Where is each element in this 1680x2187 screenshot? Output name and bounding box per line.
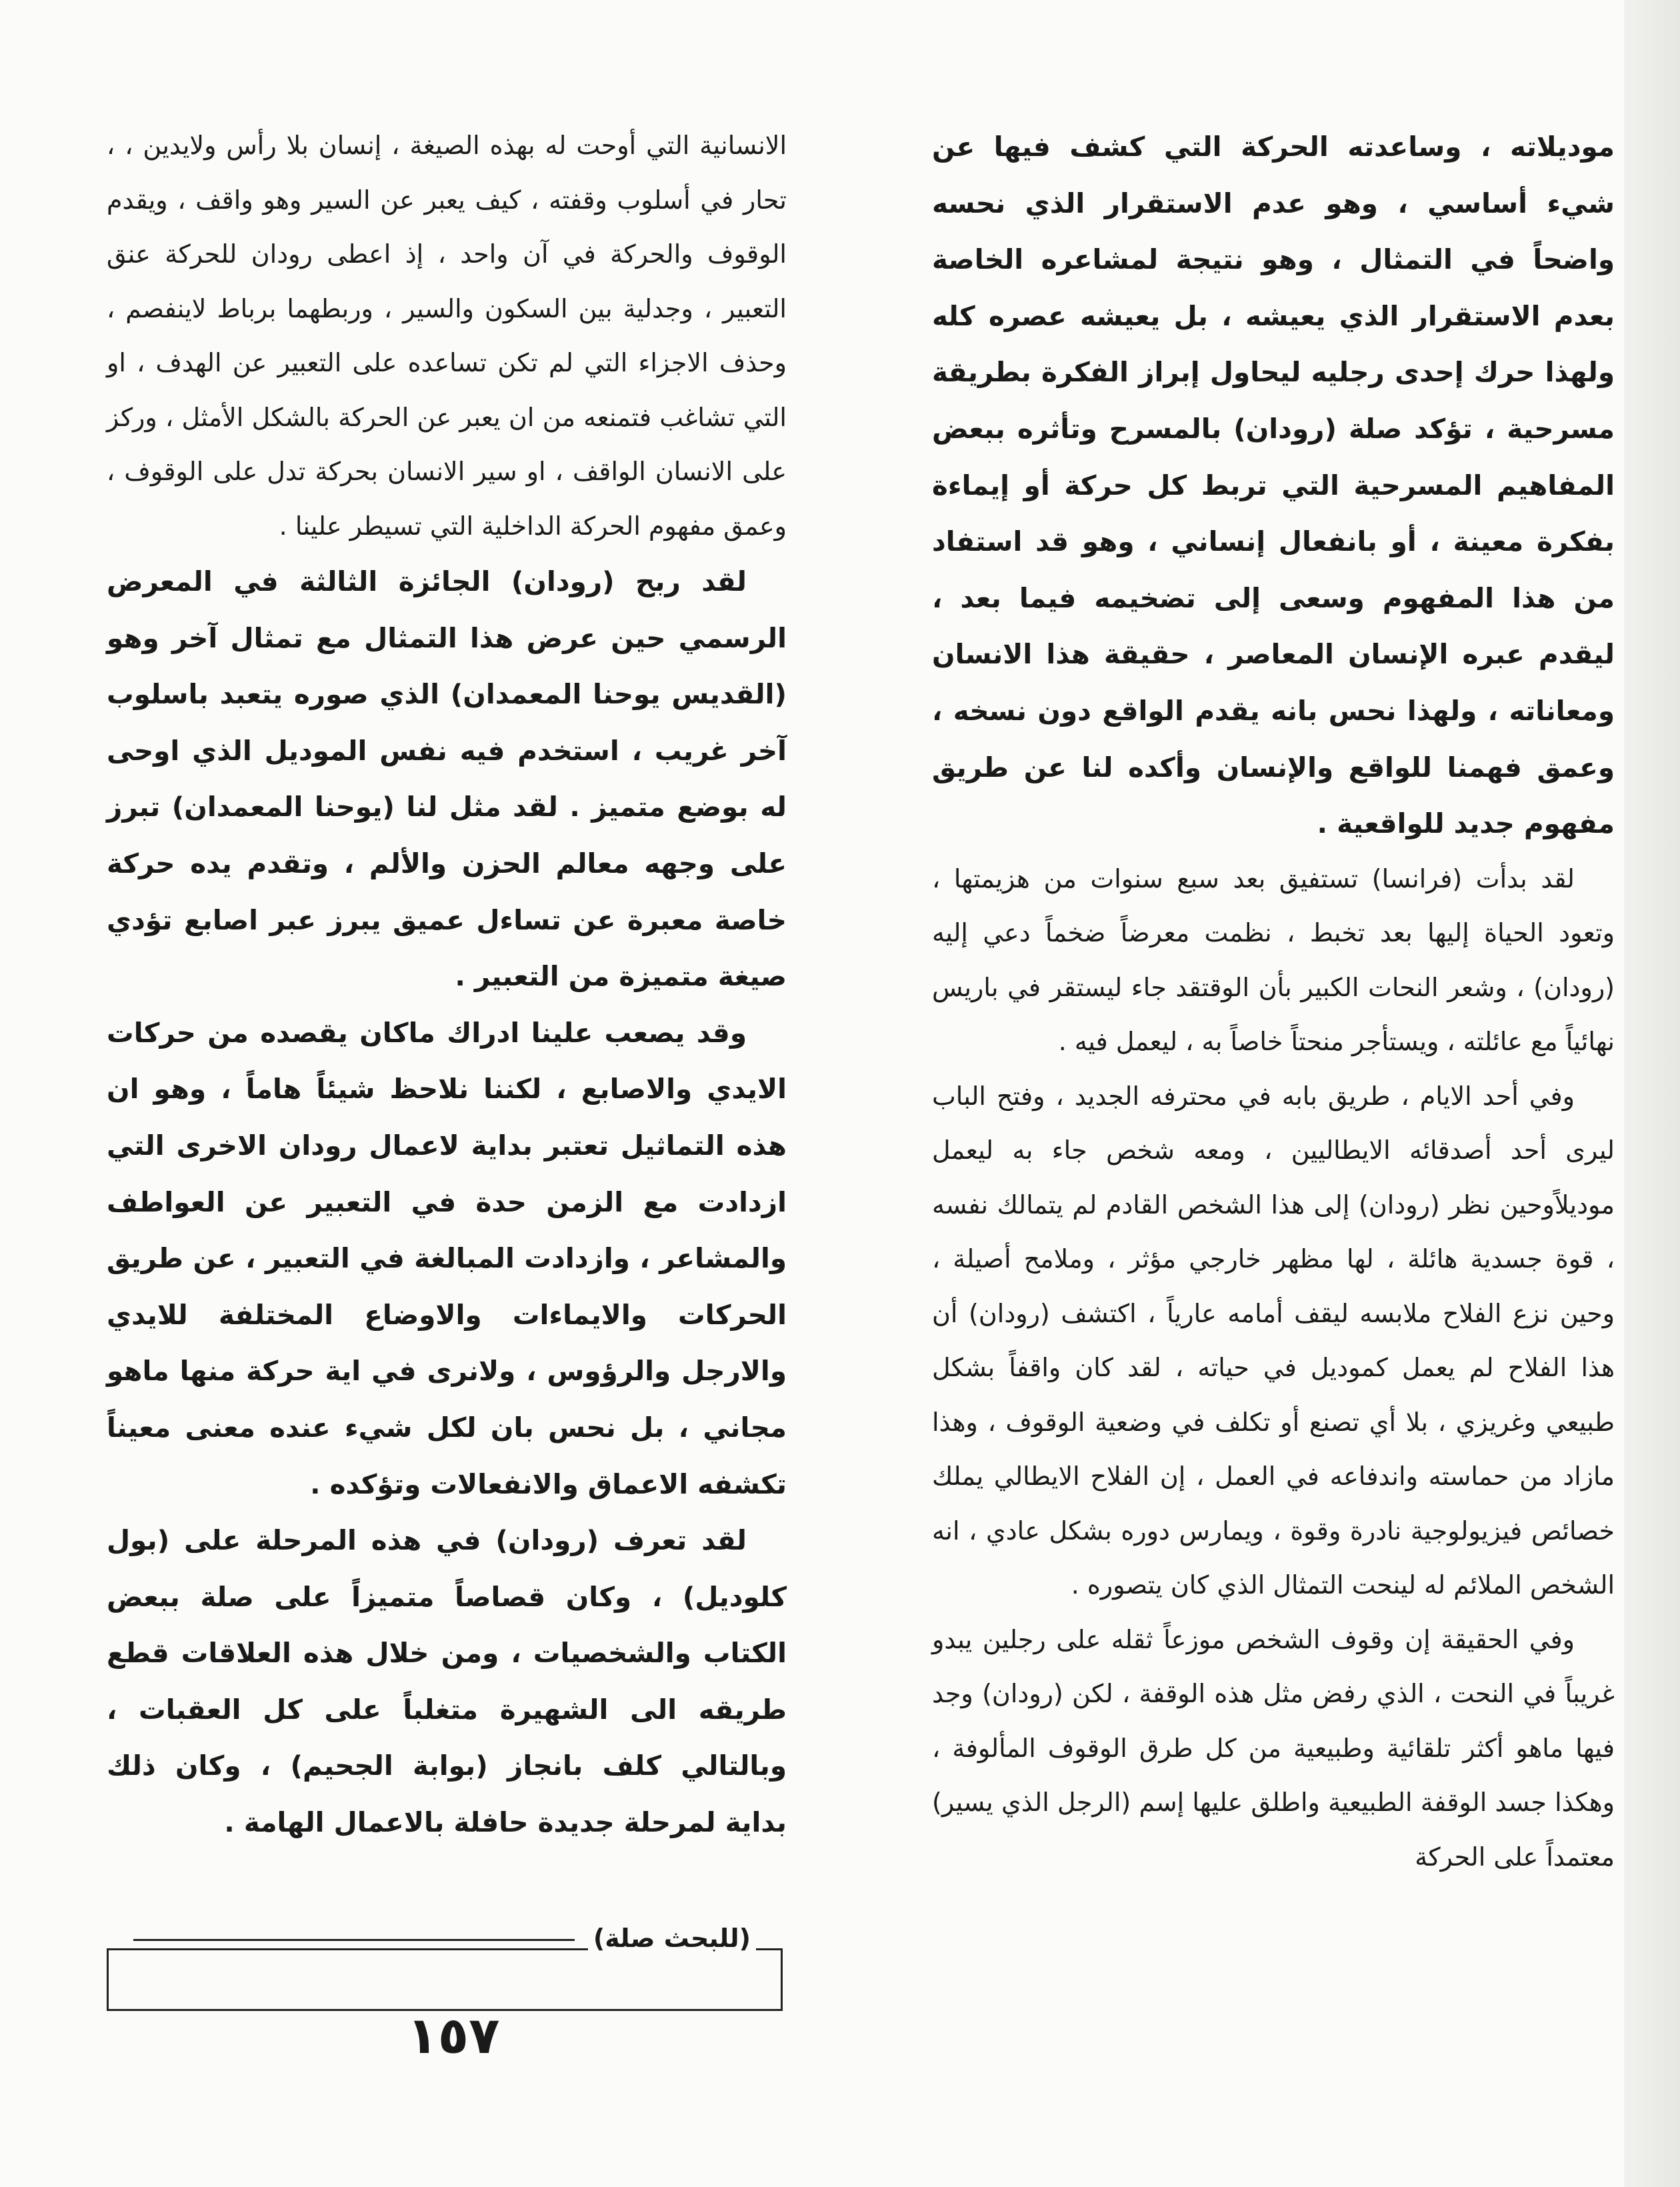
left-paragraph-3: لقد تعرف (رودان) في هذه المرحلة على (بول كلوديل) ، وكان قصاصاً متميزاً على صلة ببعض الكتاب والشخصيات ، ومن خلال هذه العلاقات قطع طريقه الى الشهيرة متغلباً على كل العقبات ، وبالتالي كلف بانجاز (بوابة الجحيم) ، وكان ذلك بداية لمرحلة جديدة حافلة بالاعمال الهامة . (107, 1524, 787, 1839)
continuation-rule (133, 1939, 575, 1941)
right-paragraph-3: وفي الحقيقة إن وقوف الشخص موزعاً ثقله على رجلين يبدو غريباً في النحت ، الذي رفض مثل هذه الوقفة ، لكن (رودان) وجد فيها ماهو أكثر تلقائية وطبيعية من كل طرق الوقوف المألوفة ، وهكذا جسد الوقفة الطبيعية واطلق عليها إسم (الرجل الذي يسير) معتمداً على الحركة (932, 1624, 1615, 1872)
right-paragraph-2: وفي أحد الايام ، طريق بابه في محترفه الجديد ، وفتح الباب ليرى أحد أصدقائه الايطاليين ، ومعه شخص جاء به ليعمل موديلاًوحين نظر (رودان) إلى هذا الشخص القادم لم يتمالك نفسه ، قوة جسدية هائلة ، لها مظهر خارجي مؤثر ، وملامح أصيلة ، وحين نزع الفلاح ملابسه ليقف أمامه عارياً ، اكتشف (رودان) أن هذا الفلاح لم يعمل كموديل في حياته ، لقد كان واقفاً بشكل طبيعي وغريزي ، بلا أي تصنع أو تكلف في وضعية الوقوف ، وهذا مازاد من حماسته واندفاعه في العمل ، إن الفلاح الايطالي يملك خصائص فيزيولوجية نادرة وقوة ، ويمارس دوره بشكل عادي ، انه الشخص الملائم له لينحت التمثال الذي كان يتصوره . (932, 1081, 1615, 1600)
left-light-paragraph: الانسانية التي أوحت له بهذه الصيغة ، إنسان بلا رأس ولايدين ، ، تحار في أسلوب وقفته ، كيف يعبر عن السير وهو واقف ، ويقدم الوقوف والحركة في آن واحد ، إذ اعطى رودان للحركة عنق التعبير ، وجدلية بين السكون والسير ، وربطهما برباط لاينفصم ، وحذف الاجزاء التي لم تكن تساعده على التعبير عن الهدف ، او التي تشاغب فتمنعه من ان يعبر عن الحركة بالشكل الأمثل ، وركز على الانسان الواقف ، او سير الانسان بحركة تدل على الوقوف ، وعمق مفهوم الحركة الداخلية التي تسيطر علينا . (107, 131, 787, 541)
left-paragraph-2: وقد يصعب علينا ادراك ماكان يقصده من حركات الايدي والاصابع ، لكننا نلاحظ شيئاً هاماً ، وهو ان هذه التماثيل تعتبر بداية لاعمال رودان الاخرى التي ازدادت مع الزمن حدة في التعبير عن العواطف والمشاعر ، وازدادت المبالغة في التعبير ، عن طريق الحركات والايماءات والاوضاع المختلفة للايدي والارجل والرؤوس ، ولانرى في اية حركة منها ماهو مجاني ، بل نحس بان لكل شيء عنده معنى معيناً تكشفه الاعماق والانفعالات وتؤكده . (107, 1016, 787, 1500)
right-paragraph-1: لقد بدأت (فرانسا) تستفيق بعد سبع سنوات من هزيمتها ، وتعود الحياة إليها بعد تخبط ، نظمت معرضاً ضخماً دعي إليه (رودان) ، وشعر النحات الكبير بأن الوقتقد جاء ليستقر في باريس نهائياً مع عائلته ، ويستأجر منحتاً خاصاً به ، ليعمل فيه . (932, 863, 1615, 1057)
right-column (932, 119, 1615, 1884)
page-number: ١٥٧ (407, 2006, 500, 2065)
left-column (107, 119, 787, 1851)
left-paragraph-1: لقد ربح (رودان) الجائزة الثالثة في المعرض الرسمي حين عرض هذا التمثال مع تمثال آخر وهو (القديس يوحنا المعمدان) الذي صوره يتعبد باسلوب آخر غريب ، استخدم فيه نفس الموديل الذي اوحى له بوضع متميز . لقد مثل لنا (يوحنا المعمدان) تبرز على وجهه معالم الحزن والألم ، وتقدم يده حركة خاصة معبرة عن تساءل عميق يبرز عبر اصابع تؤدي صيغة متميزة من التعبير . (107, 565, 787, 993)
continuation-note: (للبحث صلة) (588, 1922, 756, 1955)
right-bold-paragraph: موديلاته ، وساعدته الحركة التي كشف فيها عن شيء أساسي ، وهو عدم الاستقرار الذي نحسه واضحاً في التمثال ، وهو نتيجة لمشاعره الخاصة بعدم الاستقرار الذي يعيشه ، بل يعيشه عصره كله ولهذا حرك إحدى رجليه ليحاول إبراز الفكرة بطريقة مسرحية ، تؤكد صلة (رودان) بالمسرح وتأثره ببعض المفاهيم المسرحية التي تربط كل حركة أو إيماءة بفكرة معينة ، أو بانفعال إنساني ، وهو قد استفاد من هذا المفهوم وسعى إلى تضخيمه فيما بعد ، ليقدم عبره الإنسان المعاصر ، حقيقة هذا الانسان ومعاناته ، ولهذا نحس بانه يقدم الواقع دون نسخه ، وعمق فهمنا للواقع والإنسان وأكده لنا عن طريق مفهوم جديد للواقعية . (932, 131, 1615, 840)
continuation-header (133, 1922, 756, 1955)
continuation-box (107, 1948, 783, 2011)
